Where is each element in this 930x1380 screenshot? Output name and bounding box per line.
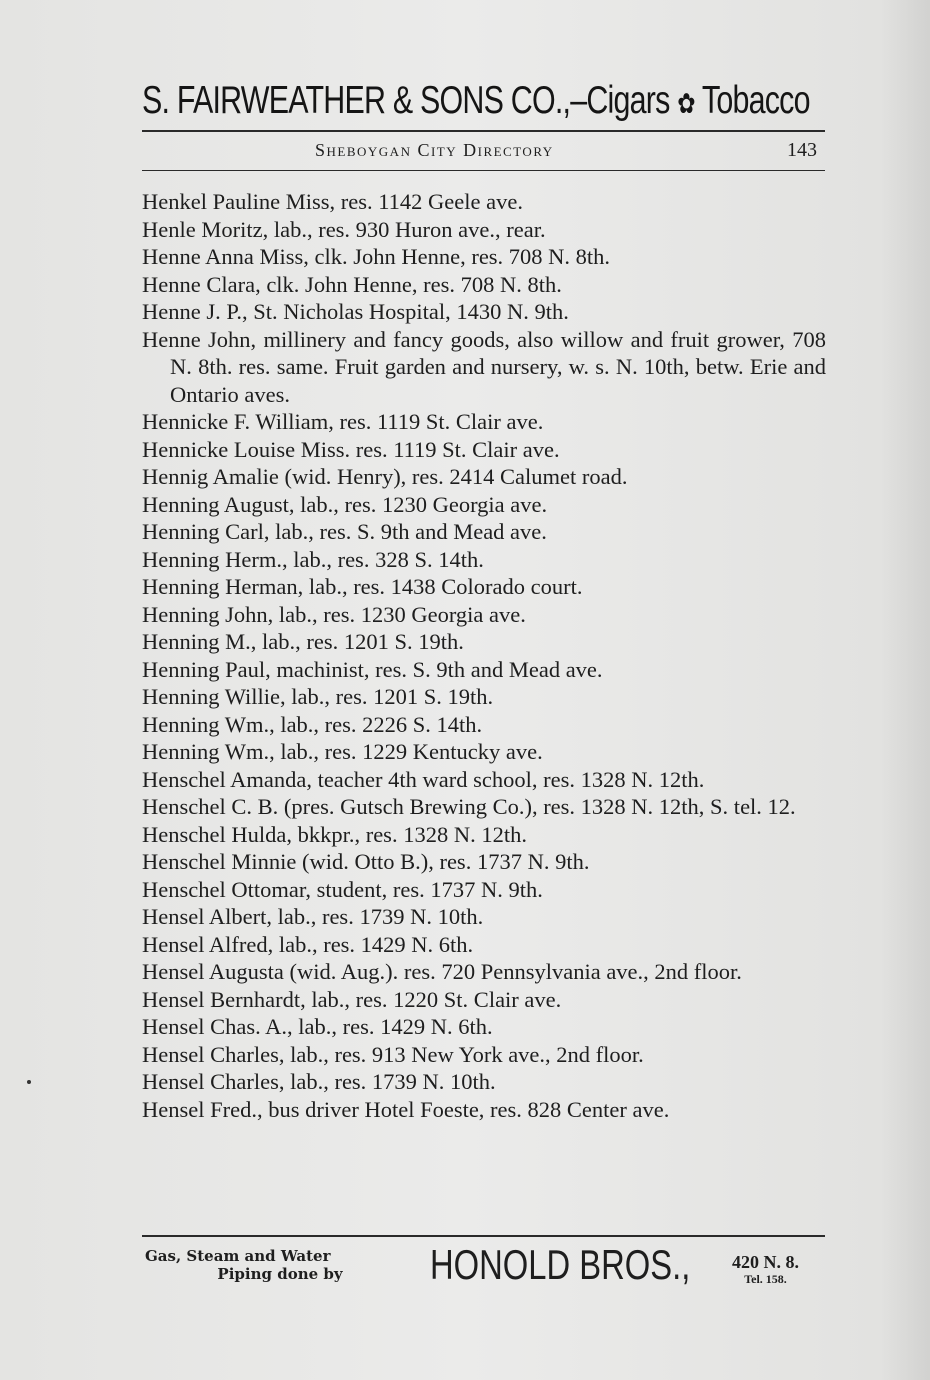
directory-entry: Hensel Fred., bus driver Hotel Foeste, res. 828 Center ave. (142, 1096, 670, 1122)
footer-line-2: Piping done by (217, 1265, 343, 1283)
header-products: –Cigars (570, 79, 670, 122)
directory-entry: Henning Carl, lab., res. S. 9th and Mead ave. (142, 519, 547, 544)
directory-entry: Hensel Albert, lab., res. 1739 N. 10th. (142, 904, 484, 929)
directory-entry: Henschel Hulda, bkkpr., res. 1328 N. 12th. (142, 821, 527, 847)
directory-entry: Henle Moritz, lab., res. 930 Huron ave., rear. (142, 216, 546, 242)
page-edge-shadow (880, 0, 930, 1380)
directory-entry: Henne John, millinery and fancy goods, also willow and fruit grower, 708 N. 8th. res. same. Fruit garden and nursery, w. s. N. 10th, betw. Erie and Ontario aves. (142, 326, 826, 407)
header-rule (142, 130, 825, 132)
directory-entry: Hensel Bernhardt, lab., res. 1220 St. Clair ave. (142, 986, 562, 1012)
directory-entry: Hennicke F. William, res. 1119 St. Clair ave. (142, 409, 544, 434)
directory-entry: Henning Willie, lab., res. 1201 S. 19th. (142, 684, 494, 709)
directory-entry: Hensel Chas. A., lab., res. 1429 N. 6th. (142, 1014, 493, 1039)
directory-entry: Henning Wm., lab., res. 1229 Kentucky ave. (142, 739, 543, 764)
footer-address-block (732, 1252, 799, 1286)
header-advertisement (142, 78, 828, 127)
print-speck (27, 1080, 31, 1084)
directory-entries (142, 188, 826, 1123)
directory-entry: Hennig Amalie (wid. Henry), res. 2414 Calumet road. (142, 464, 628, 489)
directory-entry: Henning Paul, machinist, res. S. 9th and Mead ave. (142, 656, 603, 682)
footer-advertisement (142, 1242, 826, 1302)
footer-rule (142, 1235, 825, 1237)
footer-service-text (145, 1247, 415, 1283)
directory-entry: Henschel Ottomar, student, res. 1737 N. 9th. (142, 876, 543, 902)
header-product-2: Tobacco (701, 79, 810, 122)
running-head-rule (142, 170, 825, 171)
directory-entry: Hensel Charles, lab., res. 1739 N. 10th. (142, 1069, 496, 1094)
running-head-title: Sheboygan City Directory (315, 140, 554, 160)
leaf-ornament-icon: ✿ (677, 88, 695, 119)
directory-entry: Henschel C. B. (pres. Gutsch Brewing Co.), res. 1328 N. 12th, S. tel. 12. (142, 794, 796, 819)
directory-entry: Hennicke Louise Miss. res. 1119 St. Clair ave. (142, 436, 560, 462)
directory-entry: Henschel Minnie (wid. Otto B.), res. 1737 N. 9th. (142, 849, 590, 874)
directory-entry: Henning Herman, lab., res. 1438 Colorado court. (142, 574, 583, 599)
directory-entry: Henne J. P., St. Nicholas Hospital, 1430 N. 9th. (142, 299, 569, 324)
page-number: 143 (787, 139, 817, 161)
footer-telephone: Tel. 158. (744, 1272, 787, 1286)
directory-entry: Henning Wm., lab., res. 2226 S. 14th. (142, 711, 483, 737)
footer-company: HONOLD BROS., (430, 1241, 691, 1288)
directory-entry: Henne Anna Miss, clk. John Henne, res. 708 N. 8th. (142, 244, 611, 269)
directory-entry: Henkel Pauline Miss, res. 1142 Geele ave. (142, 189, 523, 214)
header-company: S. FAIRWEATHER & SONS CO., (142, 79, 571, 122)
footer-address: 420 N. 8. (732, 1252, 799, 1272)
directory-entry: Hensel Charles, lab., res. 913 New York ave., 2nd floor. (142, 1041, 644, 1067)
directory-entry: Henning John, lab., res. 1230 Georgia ave. (142, 601, 526, 627)
directory-entry: Henning Herm., lab., res. 328 S. 14th. (142, 546, 484, 572)
directory-entry: Henning August, lab., res. 1230 Georgia ave. (142, 491, 548, 517)
directory-entry: Henschel Amanda, teacher 4th ward school, res. 1328 N. 12th. (142, 766, 705, 792)
footer-line-1: Gas, Steam and Water (145, 1247, 331, 1265)
directory-entry: Hensel Alfred, lab., res. 1429 N. 6th. (142, 931, 474, 957)
directory-entry: Henning M., lab., res. 1201 S. 19th. (142, 629, 464, 654)
directory-entry: Henne Clara, clk. John Henne, res. 708 N. 8th. (142, 271, 562, 297)
directory-entry: Hensel Augusta (wid. Aug.). res. 720 Pennsylvania ave., 2nd floor. (142, 959, 742, 984)
